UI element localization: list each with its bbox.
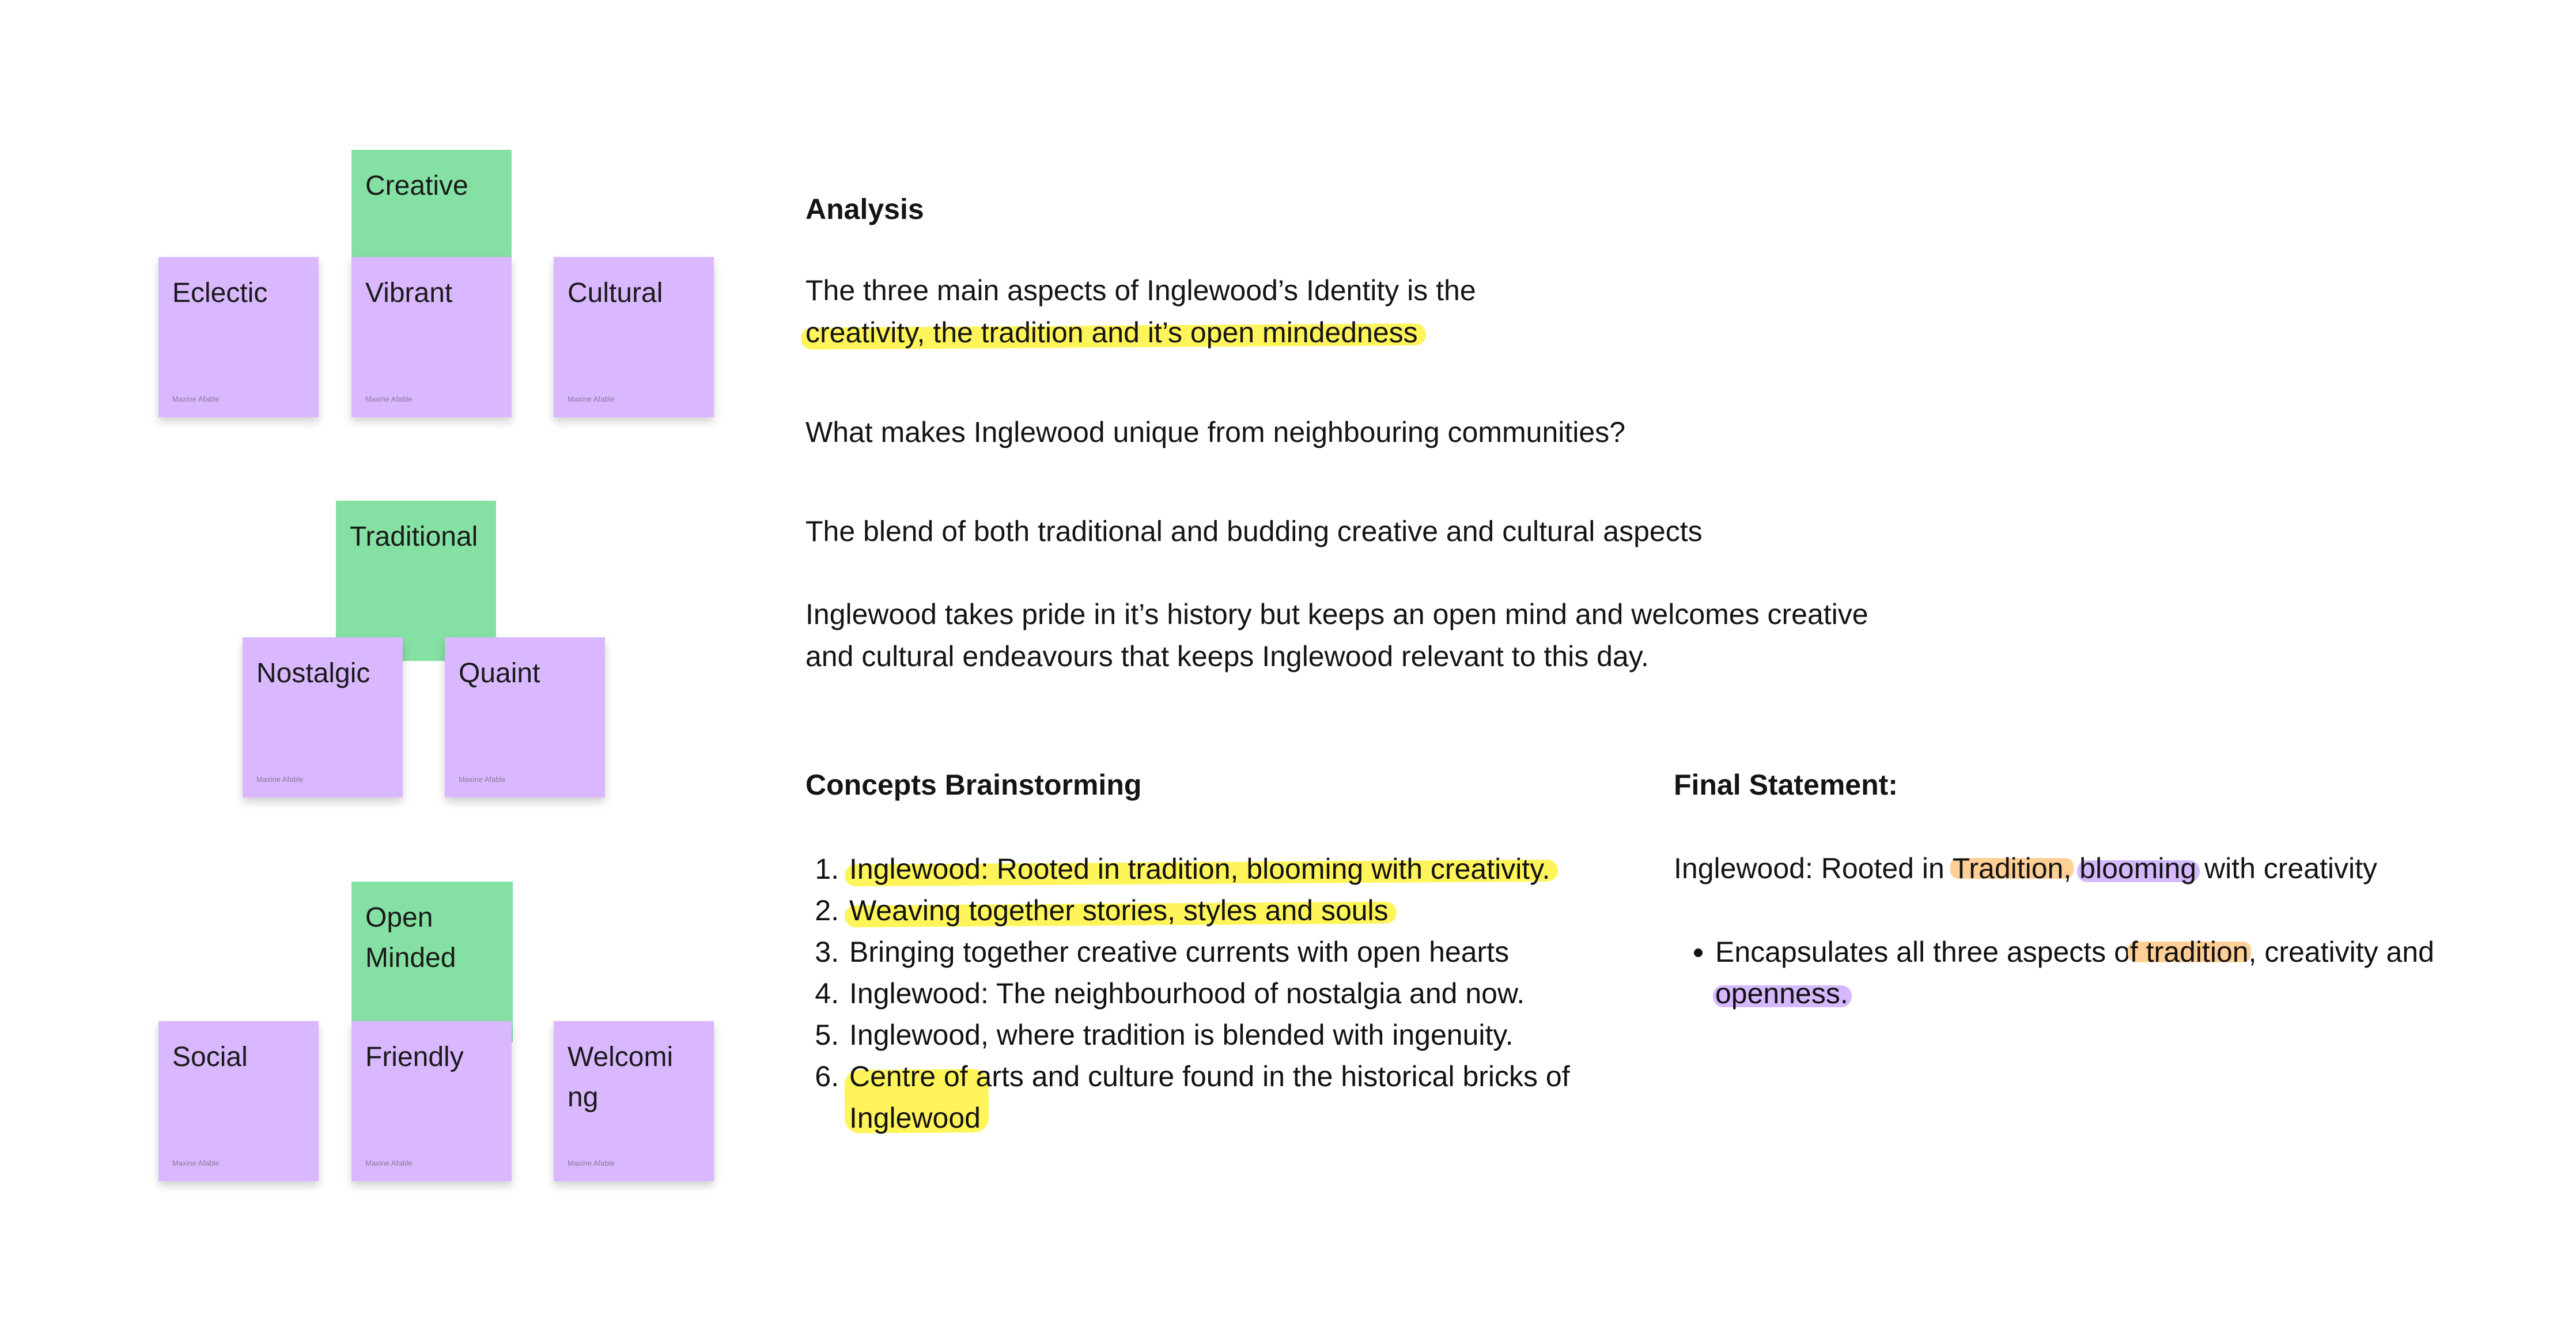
sticky-note-nostalgic[interactable] bbox=[243, 637, 403, 797]
sticky-note-author: Maxine Afable bbox=[172, 1159, 220, 1167]
final-statement-prefix: Inglewood: Rooted in bbox=[1674, 852, 1953, 885]
sticky-note-label: Open Minded bbox=[365, 902, 456, 973]
concepts-heading: Concepts Brainstorming bbox=[805, 769, 1142, 801]
bullet-text: , creativity and bbox=[2248, 936, 2434, 968]
sticky-note-author: Maxine Afable bbox=[172, 395, 220, 403]
list-item: 4. Inglewood: The neighbourhood of nostalgia and now. bbox=[847, 973, 1642, 1014]
sticky-note-eclectic[interactable] bbox=[158, 257, 319, 417]
list-item-suffix: . bbox=[1388, 894, 1397, 927]
analysis-heading: Analysis bbox=[805, 193, 924, 225]
concepts-list bbox=[805, 848, 1642, 1139]
analysis-blend: The blend of both traditional and budding creative and cultural aspects bbox=[805, 515, 1703, 547]
sticky-note-author: Maxine Afable bbox=[568, 395, 615, 403]
sticky-note-open-minded[interactable] bbox=[351, 882, 513, 1042]
analysis-question: What makes Inglewood unique from neighbouring communities? bbox=[805, 416, 1625, 448]
analysis-line: The three main aspects of Inglewood’s Identity is the bbox=[805, 274, 1476, 307]
sticky-note-author: Maxine Afable bbox=[256, 775, 304, 784]
list-item bbox=[847, 1056, 1642, 1139]
yellow-highlight: Weaving together stories, styles and souls bbox=[849, 894, 1389, 927]
yellow-highlight: creativity, the tradition and it’s open mindedness bbox=[805, 316, 1418, 349]
sticky-note-vibrant[interactable] bbox=[351, 257, 512, 417]
analysis-pride-line-1: Inglewood takes pride in it’s history but keeps an open mind and welcomes creative bbox=[805, 598, 1868, 630]
list-item bbox=[847, 890, 1642, 931]
list-item: 3. Bringing together creative currents with open hearts bbox=[847, 931, 1642, 973]
list-item bbox=[1715, 931, 2522, 1014]
yellow-highlight: Centre of arts and culture found in the historical bricks of Inglewood bbox=[849, 1060, 1570, 1134]
orange-highlight: Tradition, bbox=[1952, 852, 2072, 885]
yellow-highlight: Inglewood: Rooted in tradition, blooming with creativity. bbox=[849, 853, 1550, 885]
analysis-highlight-line bbox=[805, 312, 1418, 354]
list-item bbox=[847, 848, 1642, 890]
sticky-note-welcoming[interactable] bbox=[554, 1021, 714, 1181]
sticky-note-label: Vibrant bbox=[365, 278, 453, 308]
sticky-note-quaint[interactable] bbox=[445, 637, 605, 797]
sticky-note-label: Social bbox=[172, 1042, 248, 1072]
sticky-note-label: Eclectic bbox=[172, 278, 268, 308]
orange-highlight: f tradition bbox=[2129, 936, 2249, 968]
final-statement-suffix: with creativity bbox=[2196, 852, 2378, 885]
sticky-note-author: Maxine Afable bbox=[459, 775, 506, 784]
sticky-note-social[interactable] bbox=[158, 1021, 319, 1181]
sticky-note-label: Welcoming bbox=[568, 1042, 674, 1113]
sticky-note-label: Nostalgic bbox=[256, 658, 370, 689]
sticky-note-friendly[interactable] bbox=[351, 1021, 512, 1181]
sticky-note-cultural[interactable] bbox=[554, 257, 714, 417]
sticky-note-label: Creative bbox=[365, 171, 468, 201]
sticky-note-label: Quaint bbox=[459, 658, 540, 689]
analysis-pride-line-2: and cultural endeavours that keeps Inglewood relevant to this day. bbox=[805, 640, 1649, 672]
final-heading: Final Statement: bbox=[1674, 769, 1898, 801]
sticky-note-label: Friendly bbox=[365, 1042, 464, 1072]
violet-highlight: openness. bbox=[1715, 977, 1848, 1010]
sticky-note-author: Maxine Afable bbox=[568, 1159, 615, 1167]
violet-highlight: blooming bbox=[2079, 852, 2197, 885]
list-item: 5. Inglewood, where tradition is blended with ingenuity. bbox=[847, 1014, 1642, 1056]
sticky-note-label: Cultural bbox=[568, 278, 663, 308]
sticky-note-author: Maxine Afable bbox=[365, 395, 413, 403]
final-bullets bbox=[1674, 931, 2522, 1014]
sticky-note-author: Maxine Afable bbox=[365, 1159, 413, 1167]
bullet-text: Encapsulates all three aspects o bbox=[1715, 936, 2130, 968]
sticky-note-label: Traditional bbox=[350, 521, 478, 552]
final-statement bbox=[1674, 848, 2377, 890]
